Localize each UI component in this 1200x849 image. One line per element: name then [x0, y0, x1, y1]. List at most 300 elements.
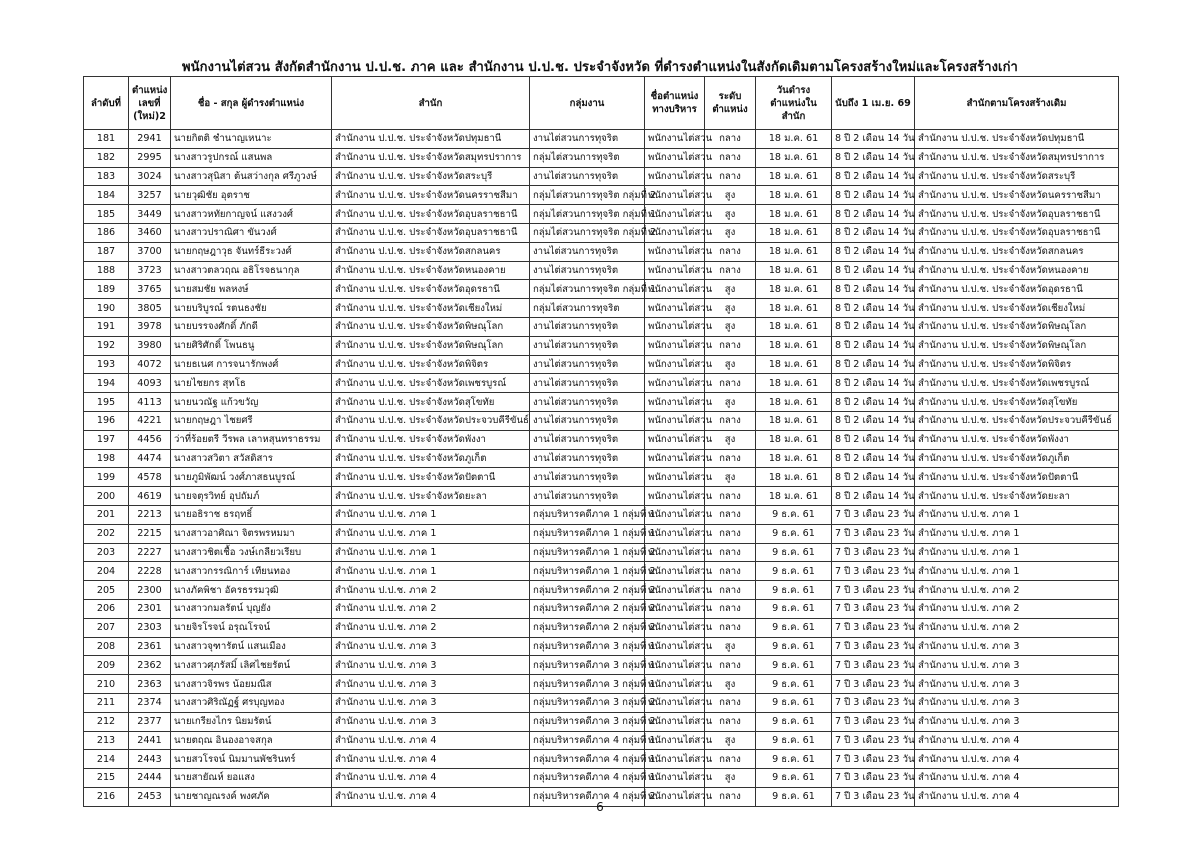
table-cell: 8 ปี 2 เดือน 14 วัน — [832, 242, 915, 261]
table-cell: สูง — [705, 355, 756, 374]
table-cell: 187 — [84, 242, 129, 261]
table-cell: กลาง — [705, 505, 756, 524]
table-cell: นางสาวอาศิณา จิตรพรหมมา — [171, 524, 332, 543]
table-cell: สำนักงาน ป.ป.ช. ประจำจังหวัดพังงา — [332, 430, 530, 449]
table-cell: สำนักงาน ป.ป.ช. ภาค 4 — [332, 769, 530, 788]
table-cell: 8 ปี 2 เดือน 14 วัน — [832, 336, 915, 355]
table-cell: สำนักงาน ป.ป.ช. ภาค 1 — [915, 562, 1119, 581]
table-cell: 9 ธ.ค. 61 — [756, 562, 832, 581]
table-cell: งานไต่สวนการทุจริต — [530, 430, 645, 449]
table-row — [84, 205, 1119, 224]
table-cell: นางสาวกรรณิการ์ เทียนทอง — [171, 562, 332, 581]
table-cell: กลาง — [705, 599, 756, 618]
table-cell: 18 ม.ค. 61 — [756, 449, 832, 468]
table-cell: 3700 — [129, 242, 171, 261]
table-cell: 214 — [84, 750, 129, 769]
table-cell: 2441 — [129, 731, 171, 750]
table-cell: กลุ่มบริหารคดีภาค 1 กลุ่มที่ 2 — [530, 543, 645, 562]
table-cell: 18 ม.ค. 61 — [756, 186, 832, 205]
table-cell: พนักงานไต่สวน — [645, 167, 705, 186]
table-cell: 2444 — [129, 769, 171, 788]
table-cell: สำนักงาน ป.ป.ช. ภาค 3 — [332, 675, 530, 694]
table-cell: พนักงานไต่สวน — [645, 787, 705, 806]
table-row — [84, 731, 1119, 750]
table-cell: สำนักงาน ป.ป.ช. ภาค 2 — [915, 599, 1119, 618]
table-cell: นางสาวปราณิศา ขันวงศ์ — [171, 223, 332, 242]
table-cell: นางสาวจุฑารัตน์ แสนเมือง — [171, 637, 332, 656]
table-cell: สำนักงาน ป.ป.ช. ภาค 1 — [915, 543, 1119, 562]
table-cell: 195 — [84, 393, 129, 412]
table-cell: พนักงานไต่สวน — [645, 468, 705, 487]
table-cell: 197 — [84, 430, 129, 449]
table-cell: สำนักงาน ป.ป.ช. ประจำจังหวัดสุโขทัย — [332, 393, 530, 412]
table-cell: กลุ่มบริหารคดีภาค 3 กลุ่มที่ 1 — [530, 637, 645, 656]
table-cell: งานไต่สวนการทุจริต — [530, 468, 645, 487]
table-cell: 194 — [84, 374, 129, 393]
table-cell: 215 — [84, 769, 129, 788]
table-cell: 8 ปี 2 เดือน 14 วัน — [832, 355, 915, 374]
table-cell: 9 ธ.ค. 61 — [756, 505, 832, 524]
table-cell: กลุ่มไต่สวนการทุจริต — [530, 299, 645, 318]
table-cell: 2301 — [129, 599, 171, 618]
table-cell: กลาง — [705, 336, 756, 355]
table-cell: 4456 — [129, 430, 171, 449]
table-cell: สำนักงาน ป.ป.ช. ประจำจังหวัดสระบุรี — [332, 167, 530, 186]
table-cell: 7 ปี 3 เดือน 23 วัน — [832, 693, 915, 712]
table-cell: สำนักงาน ป.ป.ช. ประจำจังหวัดสกลนคร — [332, 242, 530, 261]
table-cell: 185 — [84, 205, 129, 224]
table-cell: กลาง — [705, 374, 756, 393]
table-cell: 212 — [84, 712, 129, 731]
table-cell: นายบรรจงศักดิ์ ภักดี — [171, 317, 332, 336]
table-cell: สำนักงาน ป.ป.ช. ภาค 3 — [915, 693, 1119, 712]
table-cell: กลาง — [705, 656, 756, 675]
table-cell: สูง — [705, 223, 756, 242]
table-cell: 18 ม.ค. 61 — [756, 148, 832, 167]
table-cell: 210 — [84, 675, 129, 694]
table-cell: สำนักงาน ป.ป.ช. ประจำจังหวัดหนองคาย — [332, 261, 530, 280]
table-cell: 191 — [84, 317, 129, 336]
table-cell: นายตฤณ อินองอาจสกุล — [171, 731, 332, 750]
table-cell: กลุ่มไต่สวนการทุจริต — [530, 148, 645, 167]
table-cell: 201 — [84, 505, 129, 524]
table-cell: สำนักงาน ป.ป.ช. ภาค 4 — [915, 731, 1119, 750]
table-cell: งานไต่สวนการทุจริต — [530, 261, 645, 280]
table-row — [84, 769, 1119, 788]
table-cell: พนักงานไต่สวน — [645, 618, 705, 637]
table-cell: 4619 — [129, 487, 171, 506]
table-row — [84, 487, 1119, 506]
column-header: ลำดับที่ — [84, 77, 129, 130]
table-cell: สำนักงาน ป.ป.ช. ภาค 3 — [332, 656, 530, 675]
table-cell: สำนักงาน ป.ป.ช. ภาค 3 — [332, 712, 530, 731]
table-cell: 18 ม.ค. 61 — [756, 468, 832, 487]
table-cell: นายสายัณห์ ยอแสง — [171, 769, 332, 788]
table-cell: กลุ่มบริหารคดีภาค 1 กลุ่มที่ 1 — [530, 524, 645, 543]
table-cell: สูง — [705, 186, 756, 205]
table-cell: งานไต่สวนการทุจริต — [530, 355, 645, 374]
table-cell: กลุ่มบริหารคดีภาค 3 กลุ่มที่ 2 — [530, 712, 645, 731]
table-cell: 4113 — [129, 393, 171, 412]
table-cell: สำนักงาน ป.ป.ช. ภาค 2 — [332, 618, 530, 637]
table-cell: 8 ปี 2 เดือน 14 วัน — [832, 130, 915, 149]
table-cell: นายนวณัฐ แก้วขวัญ — [171, 393, 332, 412]
table-cell: พนักงานไต่สวน — [645, 317, 705, 336]
table-cell: 18 ม.ค. 61 — [756, 336, 832, 355]
table-cell: 202 — [84, 524, 129, 543]
table-cell: กลุ่มไต่สวนการทุจริต กลุ่มที่ 2 — [530, 186, 645, 205]
table-cell: 8 ปี 2 เดือน 14 วัน — [832, 205, 915, 224]
table-cell: 18 ม.ค. 61 — [756, 242, 832, 261]
table-cell: 8 ปี 2 เดือน 14 วัน — [832, 468, 915, 487]
table-cell: 18 ม.ค. 61 — [756, 374, 832, 393]
table-cell: นายสวโรจน์ นิมมานพัชรินทร์ — [171, 750, 332, 769]
table-cell: พนักงานไต่สวน — [645, 581, 705, 600]
table-cell: นายชาญณรงค์ พงศภัค — [171, 787, 332, 806]
table-row — [84, 468, 1119, 487]
table-row — [84, 280, 1119, 299]
table-cell: นายศิริศักดิ์ โพนธนู — [171, 336, 332, 355]
table-cell: พนักงานไต่สวน — [645, 505, 705, 524]
table-cell: สำนักงาน ป.ป.ช. ประจำจังหวัดนครราชสีมา — [915, 186, 1119, 205]
table-cell: 183 — [84, 167, 129, 186]
table-cell: นางสาวหทัยกาญจน์ แสงวงศ์ — [171, 205, 332, 224]
table-cell: สำนักงาน ป.ป.ช. ประจำจังหวัดอุบลราชธานี — [915, 205, 1119, 224]
table-cell: 7 ปี 3 เดือน 23 วัน — [832, 618, 915, 637]
table-cell: 2361 — [129, 637, 171, 656]
table-row — [84, 712, 1119, 731]
table-cell: 199 — [84, 468, 129, 487]
table-cell: พนักงานไต่สวน — [645, 656, 705, 675]
table-cell: 2443 — [129, 750, 171, 769]
table-cell: สำนักงาน ป.ป.ช. ประจำจังหวัดสมุทรปราการ — [915, 148, 1119, 167]
table-cell: 18 ม.ค. 61 — [756, 223, 832, 242]
table-row — [84, 374, 1119, 393]
document-title: พนักงานไต่สวน สังกัดสำนักงาน ป.ป.ช. ภาค และ สำนักงาน ป.ป.ช. ประจำจังหวัด ที่ดำรงตำแหน่งในสังกัดเดิมตามโครงสร้างใหม่และโครงสร้างเก่า — [182, 60, 1018, 75]
table-cell: กลุ่มบริหารคดีภาค 1 กลุ่มที่ 1 — [530, 505, 645, 524]
table-cell: กลาง — [705, 581, 756, 600]
table-cell: งานไต่สวนการทุจริต — [530, 167, 645, 186]
table-row — [84, 355, 1119, 374]
table-cell: 8 ปี 2 เดือน 14 วัน — [832, 487, 915, 506]
table-row — [84, 449, 1119, 468]
table-cell: งานไต่สวนการทุจริต — [530, 374, 645, 393]
table-cell: สำนักงาน ป.ป.ช. ประจำจังหวัดปัตตานี — [332, 468, 530, 487]
table-cell: งานไต่สวนการทุจริต — [530, 242, 645, 261]
table-cell: พนักงานไต่สวน — [645, 769, 705, 788]
table-cell: พนักงานไต่สวน — [645, 223, 705, 242]
table-cell: นางสาวกมลรัตน์ บุญยัง — [171, 599, 332, 618]
table-cell: 18 ม.ค. 61 — [756, 430, 832, 449]
table-cell: 192 — [84, 336, 129, 355]
table-cell: นายไชยกร สุทโธ — [171, 374, 332, 393]
table-cell: 200 — [84, 487, 129, 506]
column-header: ตำแหน่ง เลขที่ (ใหม่)2 — [129, 77, 171, 130]
table-cell: 7 ปี 3 เดือน 23 วัน — [832, 562, 915, 581]
column-header: ระดับ ตำแหน่ง — [705, 77, 756, 130]
table-cell: กลาง — [705, 543, 756, 562]
table-cell: พนักงานไต่สวน — [645, 487, 705, 506]
column-header: กลุ่มงาน — [530, 77, 645, 130]
column-header: สำนัก — [332, 77, 530, 130]
table-row — [84, 299, 1119, 318]
table-cell: 18 ม.ค. 61 — [756, 355, 832, 374]
table-cell: สูง — [705, 769, 756, 788]
table-cell: 9 ธ.ค. 61 — [756, 524, 832, 543]
table-cell: 2362 — [129, 656, 171, 675]
table-cell: สำนักงาน ป.ป.ช. ภาค 1 — [332, 505, 530, 524]
table-cell: กลาง — [705, 242, 756, 261]
table-cell: 9 ธ.ค. 61 — [756, 637, 832, 656]
table-cell: สำนักงาน ป.ป.ช. ประจำจังหวัดสุโขทัย — [915, 393, 1119, 412]
table-cell: พนักงานไต่สวน — [645, 148, 705, 167]
table-cell: 9 ธ.ค. 61 — [756, 712, 832, 731]
table-cell: กลาง — [705, 261, 756, 280]
table-cell: 2453 — [129, 787, 171, 806]
table-cell: กลุ่มบริหารคดีภาค 4 กลุ่มที่ 1 — [530, 731, 645, 750]
table-cell: 4221 — [129, 411, 171, 430]
table-row — [84, 693, 1119, 712]
table-cell: 3805 — [129, 299, 171, 318]
table-cell: นางสาวชิตเชื้อ วงษ์เกลียวเรียบ — [171, 543, 332, 562]
table-row — [84, 336, 1119, 355]
table-cell: สำนักงาน ป.ป.ช. ภาค 4 — [332, 787, 530, 806]
table-cell: 184 — [84, 186, 129, 205]
table-row — [84, 242, 1119, 261]
table-cell: 9 ธ.ค. 61 — [756, 675, 832, 694]
table-cell: 7 ปี 3 เดือน 23 วัน — [832, 750, 915, 769]
table-cell: สูง — [705, 280, 756, 299]
table-cell: พนักงานไต่สวน — [645, 562, 705, 581]
table-cell: นางสาวสวิตา สวัสดิสาร — [171, 449, 332, 468]
table-cell: สำนักงาน ป.ป.ช. ประจำจังหวัดพิจิตร — [915, 355, 1119, 374]
table-cell: สำนักงาน ป.ป.ช. ประจำจังหวัดเชียงใหม่ — [915, 299, 1119, 318]
table-cell: พนักงานไต่สวน — [645, 675, 705, 694]
table-row — [84, 393, 1119, 412]
table-cell: สูง — [705, 393, 756, 412]
table-cell: 216 — [84, 787, 129, 806]
table-cell: พนักงานไต่สวน — [645, 355, 705, 374]
table-cell: งานไต่สวนการทุจริต — [530, 317, 645, 336]
table-cell: 18 ม.ค. 61 — [756, 130, 832, 149]
table-cell: 2228 — [129, 562, 171, 581]
table-cell: พนักงานไต่สวน — [645, 374, 705, 393]
table-row — [84, 167, 1119, 186]
table-cell: 9 ธ.ค. 61 — [756, 731, 832, 750]
table-cell: กลุ่มบริหารคดีภาค 4 กลุ่มที่ 2 — [530, 787, 645, 806]
table-cell: สูง — [705, 675, 756, 694]
staff-table — [83, 76, 1119, 807]
table-cell: สูง — [705, 317, 756, 336]
table-cell: สำนักงาน ป.ป.ช. ประจำจังหวัดปทุมธานี — [332, 130, 530, 149]
column-header: ชื่อตำแหน่ง ทางบริหาร — [645, 77, 705, 130]
table-cell: 208 — [84, 637, 129, 656]
table-cell: สำนักงาน ป.ป.ช. ภาค 1 — [915, 505, 1119, 524]
table-cell: 8 ปี 2 เดือน 14 วัน — [832, 374, 915, 393]
table-cell: สำนักงาน ป.ป.ช. ภาค 1 — [332, 562, 530, 581]
table-cell: นางสาวสุนิสา ต้นสว่างกุล ศรีภูวงษ์ — [171, 167, 332, 186]
column-header: สำนักตามโครงสร้างเดิม — [915, 77, 1119, 130]
table-row — [84, 430, 1119, 449]
table-cell: 207 — [84, 618, 129, 637]
table-cell: กลาง — [705, 524, 756, 543]
table-cell: กลุ่มไต่สวนการทุจริต กลุ่มที่ 2 — [530, 223, 645, 242]
table-cell: สำนักงาน ป.ป.ช. ภาค 2 — [332, 599, 530, 618]
table-cell: กลาง — [705, 750, 756, 769]
table-cell: พนักงานไต่สวน — [645, 449, 705, 468]
table-cell: สำนักงาน ป.ป.ช. ภาค 1 — [915, 524, 1119, 543]
table-cell: กลาง — [705, 449, 756, 468]
table-cell: 8 ปี 2 เดือน 14 วัน — [832, 430, 915, 449]
table-cell: งานไต่สวนการทุจริต — [530, 411, 645, 430]
table-row — [84, 750, 1119, 769]
table-cell: 9 ธ.ค. 61 — [756, 543, 832, 562]
table-cell: 18 ม.ค. 61 — [756, 393, 832, 412]
table-cell: สำนักงาน ป.ป.ช. ประจำจังหวัดอุบลราชธานี — [332, 205, 530, 224]
table-cell: นายบริบูรณ์ รตนธงชัย — [171, 299, 332, 318]
column-header: ชื่อ - สกุล ผู้ดำรงตำแหน่ง — [171, 77, 332, 130]
table-header-row — [84, 77, 1119, 130]
table-cell: 4578 — [129, 468, 171, 487]
table-cell: สำนักงาน ป.ป.ช. ประจำจังหวัดพิษณุโลก — [332, 317, 530, 336]
table-row — [84, 223, 1119, 242]
table-cell: สำนักงาน ป.ป.ช. ประจำจังหวัดพิษณุโลก — [915, 336, 1119, 355]
table-cell: พนักงานไต่สวน — [645, 336, 705, 355]
table-cell: สำนักงาน ป.ป.ช. ภาค 3 — [915, 656, 1119, 675]
table-cell: สูง — [705, 731, 756, 750]
table-cell: นายสมชัย พลหงษ์ — [171, 280, 332, 299]
table-cell: กลาง — [705, 712, 756, 731]
table-cell: สูง — [705, 299, 756, 318]
table-cell: ว่าที่ร้อยตรี วีรพล เลาหสุนทราธรรม — [171, 430, 332, 449]
table-cell: สำนักงาน ป.ป.ช. ประจำจังหวัดเพชรบูรณ์ — [332, 374, 530, 393]
table-cell: พนักงานไต่สวน — [645, 242, 705, 261]
table-cell: สำนักงาน ป.ป.ช. ภาค 1 — [332, 543, 530, 562]
table-cell: กลาง — [705, 787, 756, 806]
table-cell: กลาง — [705, 487, 756, 506]
table-cell: 9 ธ.ค. 61 — [756, 787, 832, 806]
table-cell: พนักงานไต่สวน — [645, 750, 705, 769]
table-cell: สูง — [705, 637, 756, 656]
table-cell: งานไต่สวนการทุจริต — [530, 130, 645, 149]
table-cell: พนักงานไต่สวน — [645, 299, 705, 318]
table-cell: 181 — [84, 130, 129, 149]
table-cell: 209 — [84, 656, 129, 675]
table-cell: สำนักงาน ป.ป.ช. ประจำจังหวัดเชียงใหม่ — [332, 299, 530, 318]
table-cell: 4072 — [129, 355, 171, 374]
table-cell: สำนักงาน ป.ป.ช. ประจำจังหวัดสระบุรี — [915, 167, 1119, 186]
table-cell: กลาง — [705, 693, 756, 712]
table-cell: 7 ปี 3 เดือน 23 วัน — [832, 637, 915, 656]
table-cell: 211 — [84, 693, 129, 712]
table-cell: กลุ่มบริหารคดีภาค 2 กลุ่มที่ 2 — [530, 618, 645, 637]
table-cell: 9 ธ.ค. 61 — [756, 693, 832, 712]
table-cell: สำนักงาน ป.ป.ช. ภาค 3 — [915, 712, 1119, 731]
table-cell: กลาง — [705, 167, 756, 186]
table-cell: สำนักงาน ป.ป.ช. ภาค 3 — [332, 637, 530, 656]
table-cell: สำนักงาน ป.ป.ช. ประจำจังหวัดอุดรธานี — [915, 280, 1119, 299]
table-cell: พนักงานไต่สวน — [645, 731, 705, 750]
table-cell: 2227 — [129, 543, 171, 562]
table-row — [84, 675, 1119, 694]
table-cell: สำนักงาน ป.ป.ช. ประจำจังหวัดพิจิตร — [332, 355, 530, 374]
table-cell: 206 — [84, 599, 129, 618]
table-cell: พนักงานไต่สวน — [645, 411, 705, 430]
table-cell: 9 ธ.ค. 61 — [756, 769, 832, 788]
table-cell: 9 ธ.ค. 61 — [756, 618, 832, 637]
table-cell: สำนักงาน ป.ป.ช. ประจำจังหวัดเพชรบูรณ์ — [915, 374, 1119, 393]
table-row — [84, 261, 1119, 280]
table-cell: พนักงานไต่สวน — [645, 693, 705, 712]
table-cell: 3024 — [129, 167, 171, 186]
table-cell: 7 ปี 3 เดือน 23 วัน — [832, 712, 915, 731]
table-cell: 7 ปี 3 เดือน 23 วัน — [832, 543, 915, 562]
table-cell: 3723 — [129, 261, 171, 280]
column-header: นับถึง 1 เม.ย. 69 — [832, 77, 915, 130]
table-cell: พนักงานไต่สวน — [645, 430, 705, 449]
table-cell: 7 ปี 3 เดือน 23 วัน — [832, 787, 915, 806]
table-cell: 8 ปี 2 เดือน 14 วัน — [832, 299, 915, 318]
table-body — [84, 130, 1119, 807]
table-cell: 18 ม.ค. 61 — [756, 261, 832, 280]
table-cell: พนักงานไต่สวน — [645, 393, 705, 412]
table-cell: กลาง — [705, 130, 756, 149]
table-cell: กลุ่มบริหารคดีภาค 3 กลุ่มที่ 1 — [530, 675, 645, 694]
table-cell: 8 ปี 2 เดือน 14 วัน — [832, 280, 915, 299]
table-cell: พนักงานไต่สวน — [645, 130, 705, 149]
table-cell: สำนักงาน ป.ป.ช. ภาค 4 — [915, 750, 1119, 769]
table-cell: กลาง — [705, 411, 756, 430]
table-cell: สำนักงาน ป.ป.ช. ภาค 1 — [332, 524, 530, 543]
table-cell: สำนักงาน ป.ป.ช. ภาค 3 — [332, 693, 530, 712]
table-cell: 4474 — [129, 449, 171, 468]
table-cell: นายภูมิพัฒน์ วงศ์ภาสธนบูรณ์ — [171, 468, 332, 487]
table-cell: 3257 — [129, 186, 171, 205]
table-cell: 190 — [84, 299, 129, 318]
table-cell: สำนักงาน ป.ป.ช. ประจำจังหวัดปัตตานี — [915, 468, 1119, 487]
table-cell: สูง — [705, 468, 756, 487]
table-cell: 189 — [84, 280, 129, 299]
table-cell: กลาง — [705, 618, 756, 637]
column-header: วันดำรง ตำแหน่งใน สำนัก — [756, 77, 832, 130]
table-cell: 2213 — [129, 505, 171, 524]
table-cell: กลุ่มบริหารคดีภาค 1 กลุ่มที่ 2 — [530, 562, 645, 581]
table-cell: นางสาวจิรพร น้อยมณีส — [171, 675, 332, 694]
table-row — [84, 317, 1119, 336]
table-cell: สำนักงาน ป.ป.ช. ประจำจังหวัดภูเก็ต — [915, 449, 1119, 468]
table-cell: กลาง — [705, 562, 756, 581]
table-cell: สำนักงาน ป.ป.ช. ภาค 4 — [915, 769, 1119, 788]
table-cell: 18 ม.ค. 61 — [756, 411, 832, 430]
table-cell: นายกิตติ ชำนาญเหนาะ — [171, 130, 332, 149]
table-cell: สำนักงาน ป.ป.ช. ประจำจังหวัดภูเก็ต — [332, 449, 530, 468]
table-cell: 193 — [84, 355, 129, 374]
table-cell: 8 ปี 2 เดือน 14 วัน — [832, 317, 915, 336]
table-cell: 18 ม.ค. 61 — [756, 167, 832, 186]
table-cell: สำนักงาน ป.ป.ช. ภาค 2 — [332, 581, 530, 600]
table-cell: 7 ปี 3 เดือน 23 วัน — [832, 524, 915, 543]
table-cell: 7 ปี 3 เดือน 23 วัน — [832, 731, 915, 750]
table-cell: นางสาวรูปกรณ์ แสนพล — [171, 148, 332, 167]
table-cell: สำนักงาน ป.ป.ช. ประจำจังหวัดสมุทรปราการ — [332, 148, 530, 167]
table-row — [84, 581, 1119, 600]
table-cell: สำนักงาน ป.ป.ช. ภาค 4 — [332, 750, 530, 769]
table-cell: นายเกรียงไกร นิยมรัตน์ — [171, 712, 332, 731]
table-cell: 18 ม.ค. 61 — [756, 205, 832, 224]
table-cell: 188 — [84, 261, 129, 280]
table-cell: 203 — [84, 543, 129, 562]
table-cell: พนักงานไต่สวน — [645, 543, 705, 562]
